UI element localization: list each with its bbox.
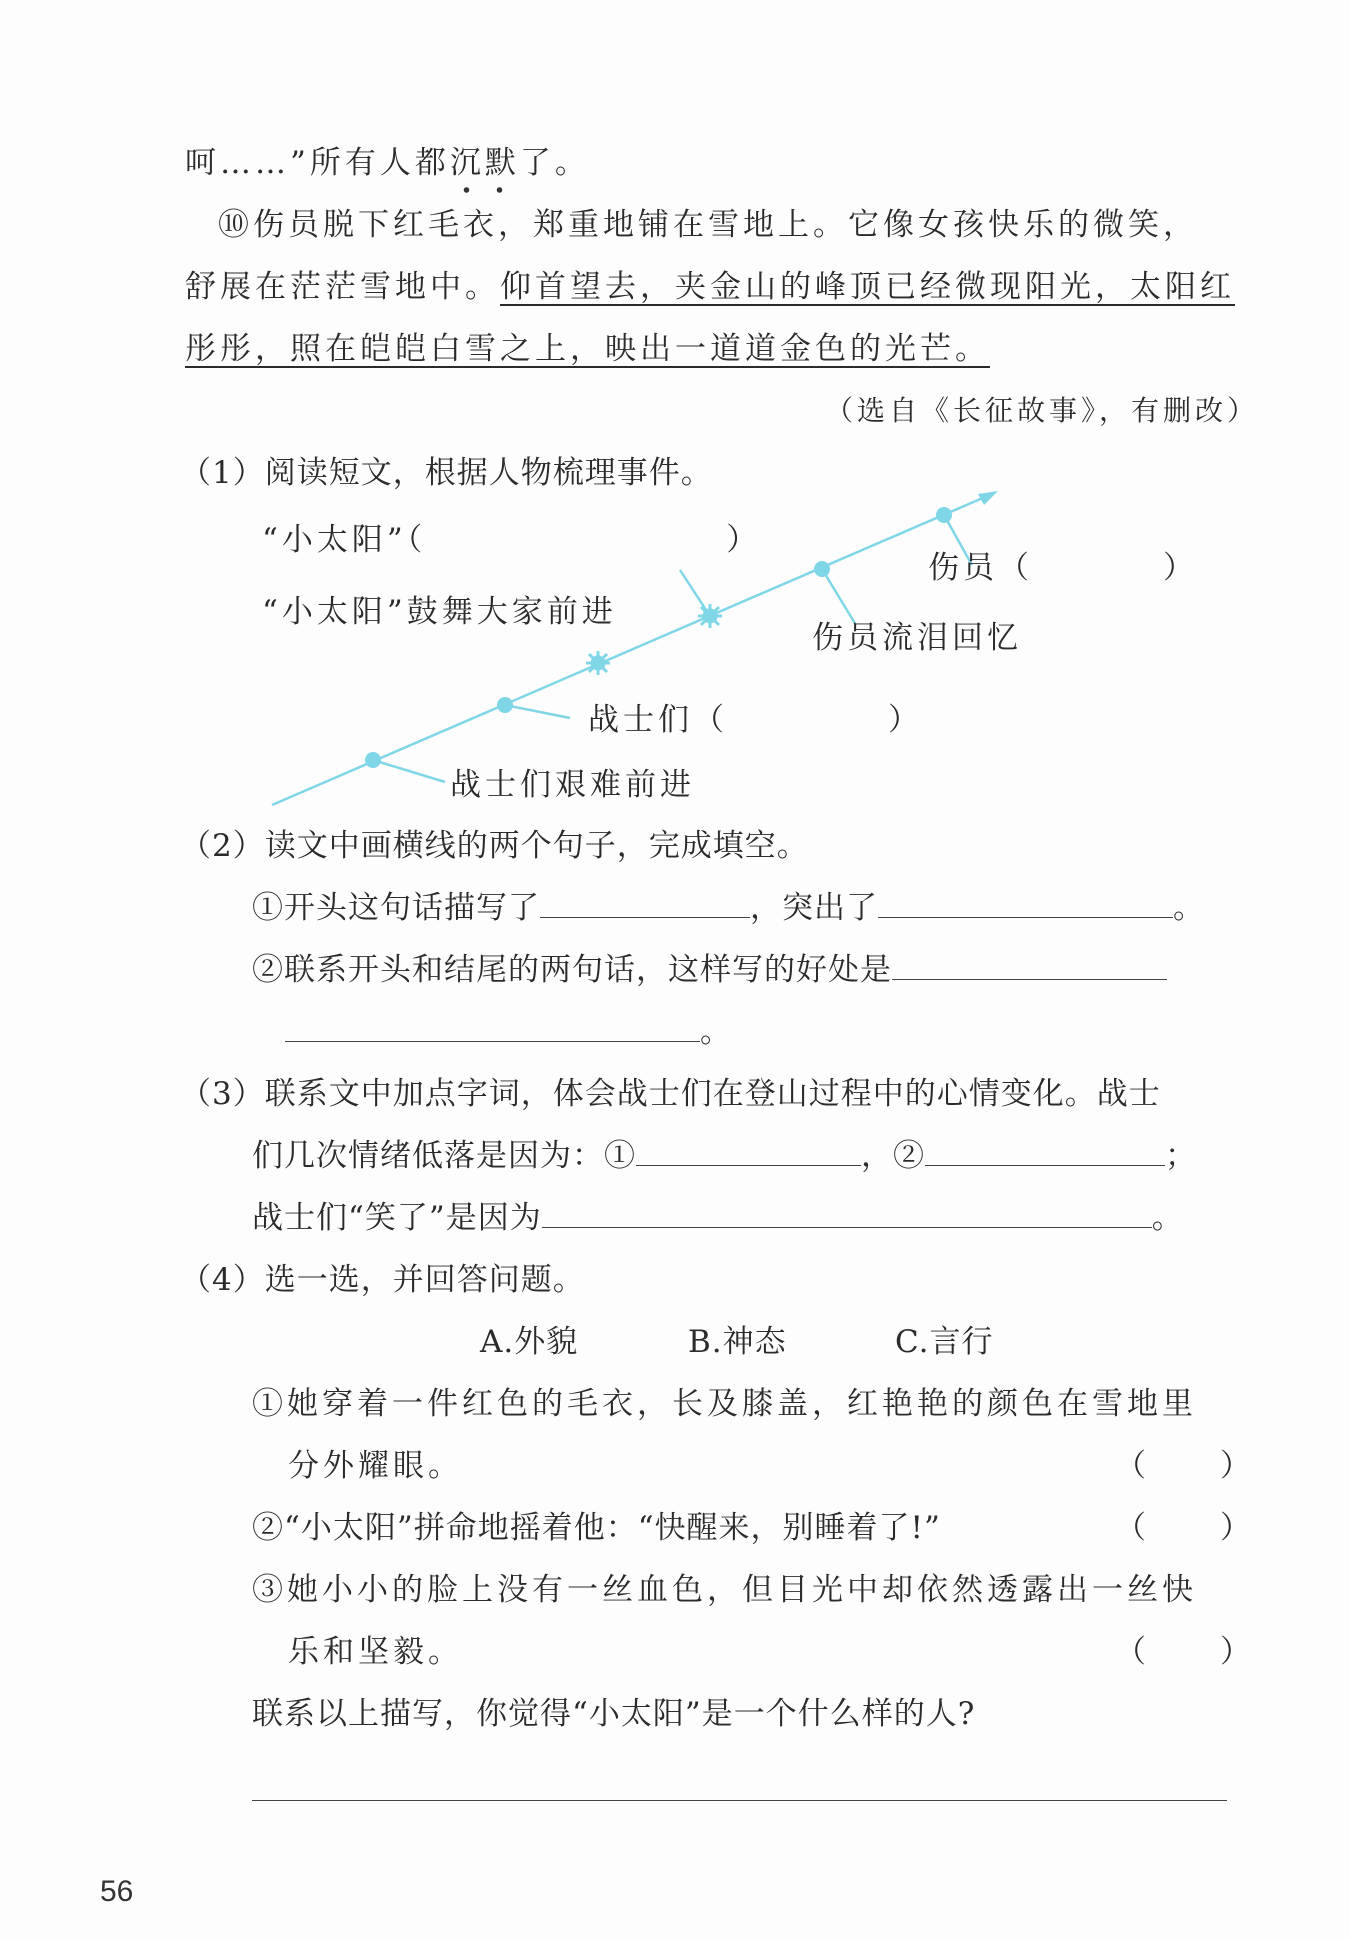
option-b: B.神态: [688, 1324, 787, 1360]
question-4-item-3-line-2: 乐和坚毅。: [288, 1634, 463, 1670]
answer-blank[interactable]: [285, 1013, 700, 1042]
event-timeline-diagram: [0, 0, 1350, 820]
star-marker-icon: [698, 604, 722, 628]
answer-blank[interactable]: [925, 1137, 1165, 1166]
page-number: 56: [100, 1875, 134, 1908]
leader-line-sun-encourage: [680, 570, 710, 616]
answer-blank[interactable]: [892, 951, 1167, 980]
story-text: 了。: [519, 145, 590, 181]
question-4-item-2: ②“小太阳”拼命地摇着他：“快醒来，别睡着了!”: [252, 1510, 941, 1546]
option-c: C.言行: [895, 1324, 994, 1360]
answer-line[interactable]: [252, 1800, 1227, 1801]
question-4-final-question: 联系以上描写，你觉得“小太阳”是一个什么样的人?: [252, 1696, 976, 1732]
timeline-dot: [365, 752, 381, 768]
answer-blank[interactable]: [878, 889, 1173, 918]
label-text: ）: [888, 702, 923, 738]
leader-line-wounded-tears: [822, 569, 856, 625]
question-3-prompt-line-2: [252, 1136, 1197, 1176]
answer-blank[interactable]: [542, 1199, 1152, 1228]
answer-parentheses[interactable]: （ ）: [1115, 1634, 1255, 1670]
question-2-item-2-continued: [285, 1012, 732, 1052]
item-text: ；: [1165, 1138, 1197, 1174]
item-text: ，②: [861, 1138, 925, 1174]
option-a: A.外貌: [480, 1324, 579, 1360]
sun-blank-label: [262, 520, 761, 560]
underlined-sentence: 彤彤，照在皑皑白雪之上，映出一道道金色的光芒。: [185, 331, 990, 367]
item-text: 们几次情绪低落是因为：①: [252, 1138, 636, 1174]
soldiers-blank-label: [588, 700, 923, 740]
question-3-prompt-line-3: [252, 1198, 1184, 1238]
timeline-dot: [936, 507, 952, 523]
underlined-sentence: 仰首望去，夹金山的峰顶已经微现阳光，太阳红: [500, 269, 1235, 305]
question-2-item-2: [252, 950, 1167, 990]
sun-encourage-label: “小太阳”鼓舞大家前进: [262, 594, 617, 630]
leader-line-soldiers-hard: [373, 760, 445, 782]
timeline-dot: [814, 561, 830, 577]
timeline-dot: [497, 697, 513, 713]
label-text: 伤员（: [928, 550, 1033, 586]
item-text: ，突出了: [750, 890, 878, 926]
wounded-blank-label: [928, 548, 1198, 588]
wounded-tears-label: 伤员流泪回忆: [812, 620, 1022, 656]
label-text: ）: [726, 522, 762, 558]
story-paragraph-10-line-1: ⑩伤员脱下红毛衣，郑重地铺在雪地上。它像女孩快乐的微笑，: [218, 207, 1198, 243]
star-marker-icon: [586, 651, 610, 675]
source-citation: （选自《长征故事》，有删改）: [825, 394, 1260, 427]
soldiers-hard-label: 战士们艰难前进: [450, 767, 695, 803]
question-4-prompt: （4）选一选，并回答问题。: [180, 1262, 585, 1298]
question-1-prompt: （1）阅读短文，根据人物梳理事件。: [180, 455, 713, 491]
label-text: 战士们（: [588, 702, 728, 738]
item-text: ①开头这句话描写了: [252, 890, 540, 926]
item-text: 。: [1151, 1200, 1184, 1236]
question-2-item-1: [252, 888, 1205, 928]
question-4-item-1-line-1: ①她穿着一件红色的毛衣，长及膝盖，红艳艳的颜色在雪地里: [252, 1386, 1197, 1422]
story-text: 呵……”所有人都: [185, 145, 450, 181]
question-3-prompt-line-1: （3）联系文中加点字词，体会战士们在登山过程中的心情变化。战士: [180, 1076, 1161, 1112]
answer-parentheses[interactable]: （ ）: [1115, 1510, 1255, 1546]
story-text: 舒展在茫茫雪地中。: [185, 269, 500, 305]
answer-blank[interactable]: [540, 889, 750, 918]
arrow-head-icon: [978, 491, 998, 505]
item-text: ②联系开头和结尾的两句话，这样写的好处是: [252, 952, 892, 988]
label-text: “小太阳”（: [262, 522, 427, 558]
leader-line-soldiers-blank: [505, 705, 570, 718]
item-text: 。: [1173, 890, 1205, 926]
question-4-item-1-line-2: 分外耀眼。: [288, 1448, 463, 1484]
question-2-prompt: （2）读文中画横线的两个句子，完成填空。: [180, 828, 809, 864]
dotted-word: 沉默: [449, 145, 520, 181]
answer-parentheses[interactable]: （ ）: [1115, 1448, 1255, 1484]
label-text: ）: [1163, 550, 1198, 586]
answer-blank[interactable]: [636, 1137, 861, 1166]
item-text: 战士们“笑了”是因为: [252, 1200, 542, 1236]
item-text: 。: [700, 1014, 732, 1050]
question-4-item-3-line-1: ③她小小的脸上没有一丝血色，但目光中却依然透露出一丝快: [252, 1572, 1197, 1608]
